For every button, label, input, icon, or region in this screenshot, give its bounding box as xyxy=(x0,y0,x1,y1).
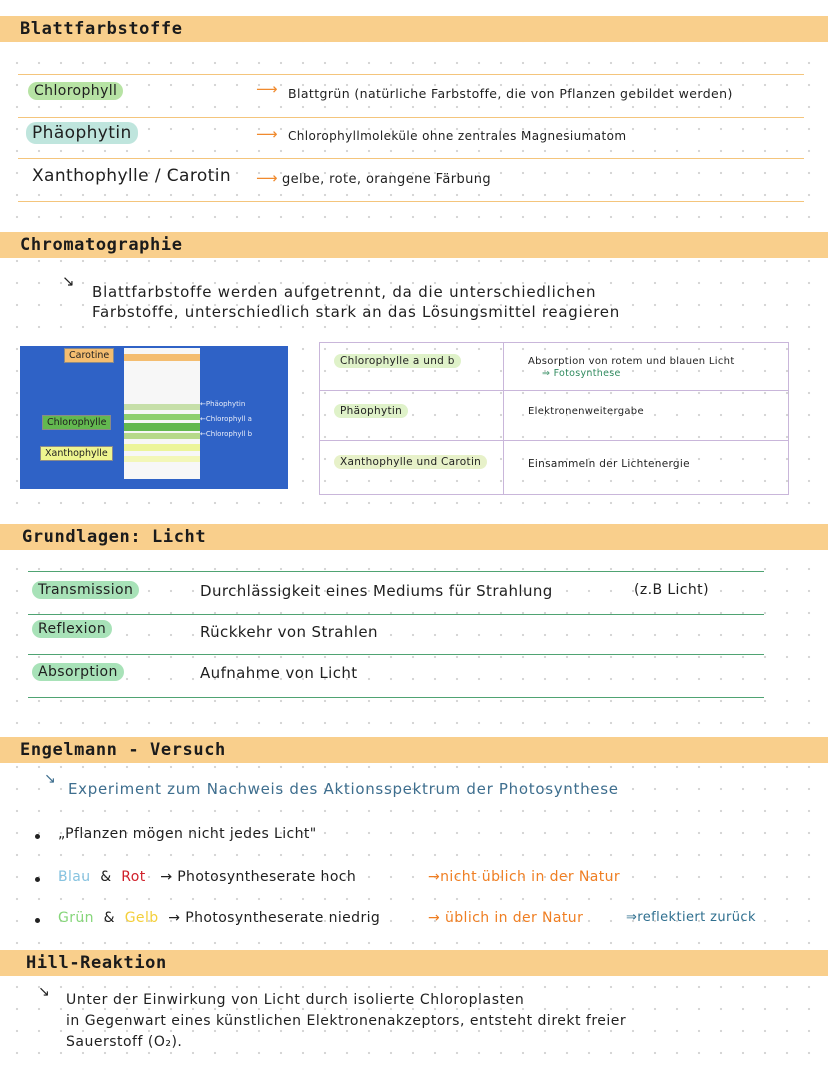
engelmann-bullet-3-note2: ⇒reflektiert zurück xyxy=(626,910,756,925)
desc-transmission-extra: (z.B Licht) xyxy=(634,582,709,598)
engelmann-bullet-3-note: → üblich in der Natur xyxy=(428,910,584,926)
chroma-note-line2: Farbstoffe, unterschiedlich stark an das Lösungsmittel reagieren xyxy=(92,303,620,321)
engelmann-bullet-2 xyxy=(58,869,356,885)
desc-reflexion: Rückkehr von Strahlen xyxy=(200,623,378,641)
divider xyxy=(18,74,804,75)
chroma-note-line1: Blattfarbstoffe werden aufgetrennt, da die unterschiedlichen xyxy=(92,283,597,301)
desc-phaeophytin: Chlorophyllmoleküle ohne zentrales Magnesiumatom xyxy=(288,129,627,143)
hill-line-2: in Gegenwart eines künstlichen Elektronenakzeptors, entsteht direkt freier xyxy=(66,1013,627,1029)
figure-label-phaeophytin: ←Phäophytin xyxy=(200,400,246,408)
term-label: Transmission xyxy=(32,581,139,599)
band-green xyxy=(124,433,200,439)
color-word-gruen: Grün xyxy=(58,910,94,926)
color-word-rot: Rot xyxy=(121,869,146,885)
color-word-gelb: Gelb xyxy=(124,910,159,926)
table-cell-function: Absorption von rotem und blauen Licht xyxy=(528,356,735,367)
bullet-icon xyxy=(35,877,40,882)
ampersand: & xyxy=(100,869,112,885)
table-cell-sub: ⇒ Fotosynthese xyxy=(542,368,621,379)
figure-label-chlorophylle: Chlorophylle xyxy=(42,415,111,430)
bullet-icon xyxy=(35,834,40,839)
term-chlorophyll xyxy=(28,82,123,100)
heading-blattfarbstoffe: Blattfarbstoffe xyxy=(20,19,183,39)
band-chlorophyll-b xyxy=(124,423,200,431)
hill-line-1: Unter der Einwirkung von Licht durch isolierte Chloroplasten xyxy=(66,992,525,1008)
table-cell-function: Elektronenweitergabe xyxy=(528,406,644,417)
chromatography-figure xyxy=(20,346,288,489)
band-chlorophyll-a xyxy=(124,414,200,420)
heading-chromatographie: Chromatographie xyxy=(20,235,183,255)
term-label: Phäophytin xyxy=(26,122,138,144)
figure-label-chlorophyll-a: ←Chlorophyll a xyxy=(200,415,252,423)
term-transmission xyxy=(32,581,139,599)
bullet-text: Photosyntheserate niedrig xyxy=(185,910,381,926)
divider xyxy=(28,654,764,655)
divider xyxy=(18,158,804,159)
divider xyxy=(18,117,804,118)
divider xyxy=(18,201,804,202)
table-cell-pigment xyxy=(334,354,461,368)
desc-chlorophyll: Blattgrün (natürliche Farbstoffe, die von Pflanzen gebildet werden) xyxy=(288,86,733,101)
band-phaeophytin xyxy=(124,404,200,410)
band-xanthophylle xyxy=(124,444,200,451)
table-cell-pigment xyxy=(334,455,487,469)
table-cell-pigment xyxy=(334,404,408,418)
figure-label-carotine: Carotine xyxy=(64,348,114,363)
table-cell-function: Einsammeln der Lichtenergie xyxy=(528,458,690,470)
desc-transmission: Durchlässigkeit eines Mediums für Strahlung xyxy=(200,582,553,600)
term-label: Chlorophyll xyxy=(28,82,123,100)
arrow-right-icon: → xyxy=(160,869,173,885)
engelmann-note: Experiment zum Nachweis des Aktionsspektrum der Photosynthese xyxy=(68,780,619,798)
table-divider xyxy=(320,390,788,391)
curved-arrow-icon: ↘ xyxy=(62,272,75,290)
curved-arrow-icon: ↘ xyxy=(44,771,56,787)
desc-absorption: Aufnahme von Licht xyxy=(200,664,358,682)
engelmann-bullet-1: „Pflanzen mögen nicht jedes Licht" xyxy=(58,826,317,842)
cell-text: Phäophytin xyxy=(334,404,408,418)
figure-label-xanthophylle: Xanthophylle xyxy=(40,446,113,461)
pigment-table xyxy=(319,342,789,495)
term-absorption xyxy=(32,663,124,681)
bullet-text: Photosyntheserate hoch xyxy=(177,869,357,885)
arrow-right-icon: ⟶ xyxy=(256,125,278,143)
heading-hill: Hill-Reaktion xyxy=(26,953,167,973)
arrow-right-icon: ⟶ xyxy=(256,169,278,187)
engelmann-bullet-3 xyxy=(58,910,380,926)
figure-label-chlorophyll-b: ←Chlorophyll b xyxy=(200,430,253,438)
arrow-right-icon: ⟶ xyxy=(256,80,278,98)
band-carotine xyxy=(124,354,200,361)
engelmann-bullet-2-note: →nicht üblich in der Natur xyxy=(428,869,621,885)
term-label: Absorption xyxy=(32,663,124,681)
term-xanthophylle: Xanthophylle / Carotin xyxy=(32,166,232,186)
chromatography-plate xyxy=(124,348,200,479)
color-word-blau: Blau xyxy=(58,869,91,885)
divider xyxy=(28,571,764,572)
hill-line-3: Sauerstoff (O₂). xyxy=(66,1034,183,1050)
heading-engelmann: Engelmann - Versuch xyxy=(20,740,226,760)
bullet-icon xyxy=(35,918,40,923)
table-divider xyxy=(320,440,788,441)
curved-arrow-icon: ↘ xyxy=(38,984,50,1000)
label-text: Chlorophyll b xyxy=(205,430,253,438)
table-divider xyxy=(503,343,504,494)
divider xyxy=(28,614,764,615)
term-phaeophytin xyxy=(26,122,138,144)
cell-text: Xanthophylle und Carotin xyxy=(334,455,487,469)
band-xanthophylle-2 xyxy=(124,456,200,462)
arrow-right-icon: → xyxy=(168,910,181,926)
ampersand: & xyxy=(103,910,115,926)
label-text: Chlorophyll a xyxy=(205,415,252,423)
term-reflexion xyxy=(32,620,112,638)
divider xyxy=(28,697,764,698)
heading-licht: Grundlagen: Licht xyxy=(22,527,207,547)
label-text: Phäophytin xyxy=(205,400,246,408)
desc-xanthophylle: gelbe, rote, orangene Färbung xyxy=(282,172,492,187)
term-label: Reflexion xyxy=(32,620,112,638)
cell-text: Chlorophylle a und b xyxy=(334,354,461,368)
